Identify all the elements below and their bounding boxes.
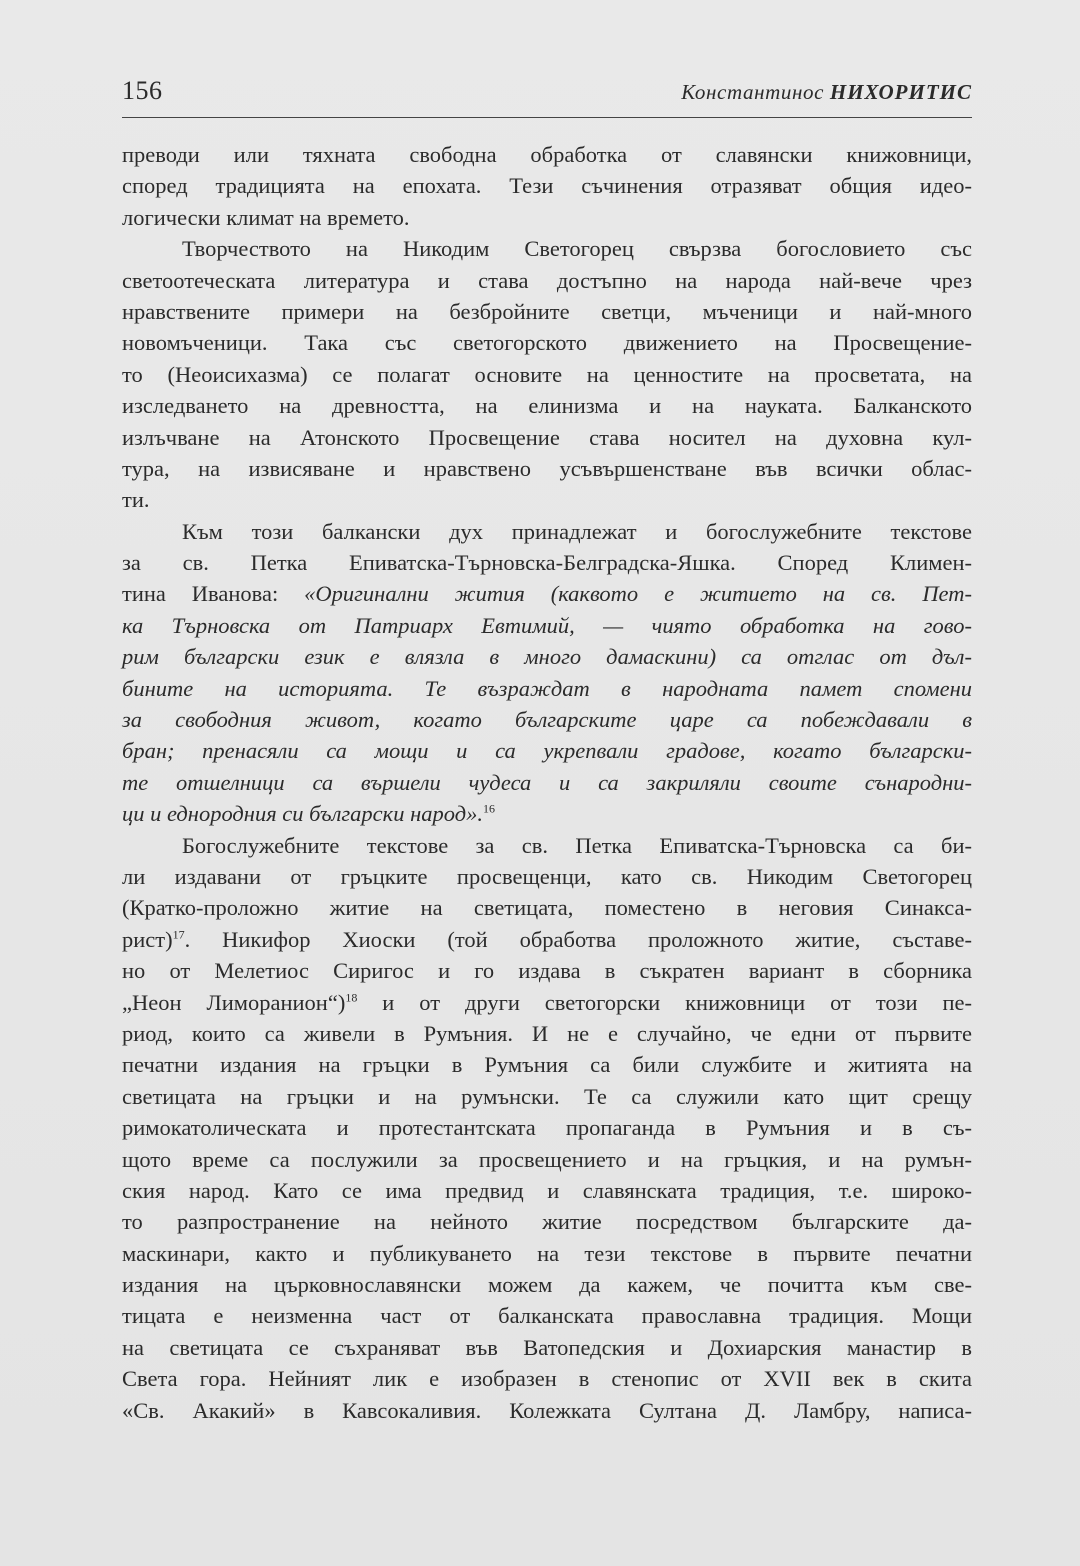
text-line (122, 861, 972, 892)
text-segment: печатни издания на гръцки в Румъния са били службите и житията на (122, 1052, 972, 1078)
text-line (122, 1300, 972, 1331)
running-head (681, 80, 972, 105)
text-segment: . Никифор Хиоски (той обработва проложното житие, съставе- (184, 926, 972, 952)
text-line (122, 422, 972, 453)
text-segment: светицата на гръцки и на румънски. Те са служили като щит срещу (122, 1083, 972, 1109)
text-line (122, 390, 972, 421)
footnote-ref: 18 (345, 990, 358, 1005)
text-segment: тура, на извисяване и нравствено усъвършенстване във всички облас- (122, 455, 972, 481)
text-line (122, 453, 972, 484)
text-segment: за свободния живот, когато българските царе са побеждавали в (122, 707, 972, 733)
text-line (122, 955, 972, 986)
text-segment: новомъченици. Така със светогорското движението на Просвещение- (122, 330, 972, 356)
header-rule (122, 117, 972, 118)
text-line (122, 1112, 972, 1143)
text-line (122, 924, 972, 955)
text-segment: то разпространение на нейното житие посредством българските да- (122, 1209, 972, 1235)
text-line (122, 798, 972, 829)
text-line (122, 1018, 972, 1049)
text-line (122, 987, 972, 1018)
text-segment: нравствените примери на безбройните светци, мъченици и най-много (122, 298, 972, 324)
text-segment: излъчване на Атонското Просвещение става носител на духовна кул- (122, 424, 972, 450)
text-segment: рим български език е влязла в много дамаскини) са отглас от дъл- (122, 644, 972, 670)
text-segment: за св. Петка Епиватска-Търновска-Белградска-Яшка. Според Климен- (122, 550, 972, 576)
text-line (122, 735, 972, 766)
text-line (122, 170, 972, 201)
text-segment: но от Мелетиос Сиригос и го издава в съкратен вариант в сборника (122, 958, 972, 984)
text-line (122, 767, 972, 798)
text-line (122, 830, 972, 861)
text-line (122, 610, 972, 641)
footnote-ref: 17 (172, 927, 185, 942)
footnote-ref: 16 (482, 801, 495, 816)
text-segment: на светицата се съхраняват във Ватопедския и Дохиарския манастир в (122, 1334, 972, 1360)
text-segment: бран; пренасяли са мощи и са укрепвали градове, когато българск (122, 738, 954, 764)
text-line (122, 578, 972, 609)
text-line (122, 1144, 972, 1175)
text-line (122, 547, 972, 578)
text-segment: ли издавани от гръцките просвещенци, като св. Никодим Светогорец (122, 863, 972, 889)
text-line (122, 892, 972, 923)
text-line (122, 296, 972, 327)
text-line (122, 1395, 972, 1426)
text-line (122, 1269, 972, 1300)
text-line (122, 641, 972, 672)
text-segment: то (Неоисихазма) се полагат основите на ценностите на просветата, на (122, 361, 972, 387)
text-segment: рист) (122, 926, 173, 952)
text-segment: «Оригинални жития (каквото е житието на св. Пет- (304, 581, 972, 607)
text-segment: маскинари, както и публикуването на тези текстове в първите печатни (122, 1240, 972, 1266)
text-line (122, 1049, 972, 1080)
text-segment: „Неон Лиморанион“) (122, 989, 346, 1015)
text-segment: Творчеството на Никодим Светогорец свързва богословието със (182, 236, 972, 262)
body-text (122, 139, 972, 1426)
text-segment: и от други светогорски книжовници от този пе- (357, 989, 972, 1015)
text-line (122, 1332, 972, 1363)
text-line (122, 704, 972, 735)
text-segment: ка Търновска от Патриарх Евтимий, — чиято обработка на гово- (122, 612, 972, 638)
text-line (122, 673, 972, 704)
author-first-name: Константинос (681, 80, 825, 104)
text-line (122, 1238, 972, 1269)
text-line (122, 1175, 972, 1206)
page-header (122, 76, 972, 116)
text-segment: светоотеческата литература и става достъпно на народа най-вече чрез (122, 267, 972, 293)
text-segment: Света гора. Нейният лик е изобразен в стенопис от XVII век в скита (122, 1366, 972, 1392)
text-segment: ския народ. Като се има предвид и славянската традиция, т.е. широко- (122, 1177, 972, 1203)
text-segment: бините на историята. Те възраждат в народната памет спомени (122, 675, 972, 701)
page-number: 156 (122, 76, 163, 105)
text-segment: Богослужебните текстове за св. Петка Епиватска-Търновска са би- (182, 832, 972, 858)
text-segment: ти. (122, 487, 150, 513)
text-segment: риод, които са живели в Румъния. И не е случайно, че едни от първите (122, 1020, 972, 1046)
text-line (122, 1363, 972, 1394)
text-line (122, 265, 972, 296)
text-segment: тина Иванова: (122, 581, 305, 607)
text-segment: според традицията на епохата. Тези съчинения отразяват общия идео- (122, 173, 972, 199)
text-line (122, 359, 972, 390)
text-segment: (Кратко-проложно житие на светицата, поместено в неговия Синакса- (122, 895, 972, 921)
text-line (122, 516, 972, 547)
text-line (122, 202, 972, 233)
text-segment: ци и еднородния си български народ». (122, 801, 483, 827)
text-segment: и- (953, 738, 972, 764)
text-line (122, 327, 972, 358)
text-line (122, 139, 972, 170)
text-line (122, 1206, 972, 1237)
text-line (122, 484, 972, 515)
text-segment: изследването на древността, на елинизма и на науката. Балканското (122, 393, 972, 419)
text-segment: логически климат на времето. (122, 204, 410, 230)
text-segment: щото време са послужили за просвещението и на гръцкия, и на румън- (122, 1146, 972, 1172)
text-line (122, 233, 972, 264)
text-segment: тицата е неизменна част от балканската православна традиция. Мощи (122, 1303, 972, 1329)
text-line (122, 1081, 972, 1112)
text-segment: римокатолическата и протестантската пропаганда в Румъния и в съ- (122, 1115, 972, 1141)
text-segment: «Св. Акакий» в Кавсокаливия. Колежката Султана Д. Ламбру, написа- (122, 1397, 972, 1423)
text-segment: издания на църковнославянски можем да кажем, че почитта към све- (122, 1272, 972, 1298)
text-segment: преводи или тяхната свободна обработка от славянски книжовници, (122, 142, 972, 167)
text-segment: Към този балкански дух принадлежат и богослужебните текстове (182, 518, 972, 544)
author-last-name: НИХОРИТИС (829, 80, 972, 104)
text-segment: те отшелници са вършели чудеса и са закриляли своите сънародни- (122, 769, 972, 795)
